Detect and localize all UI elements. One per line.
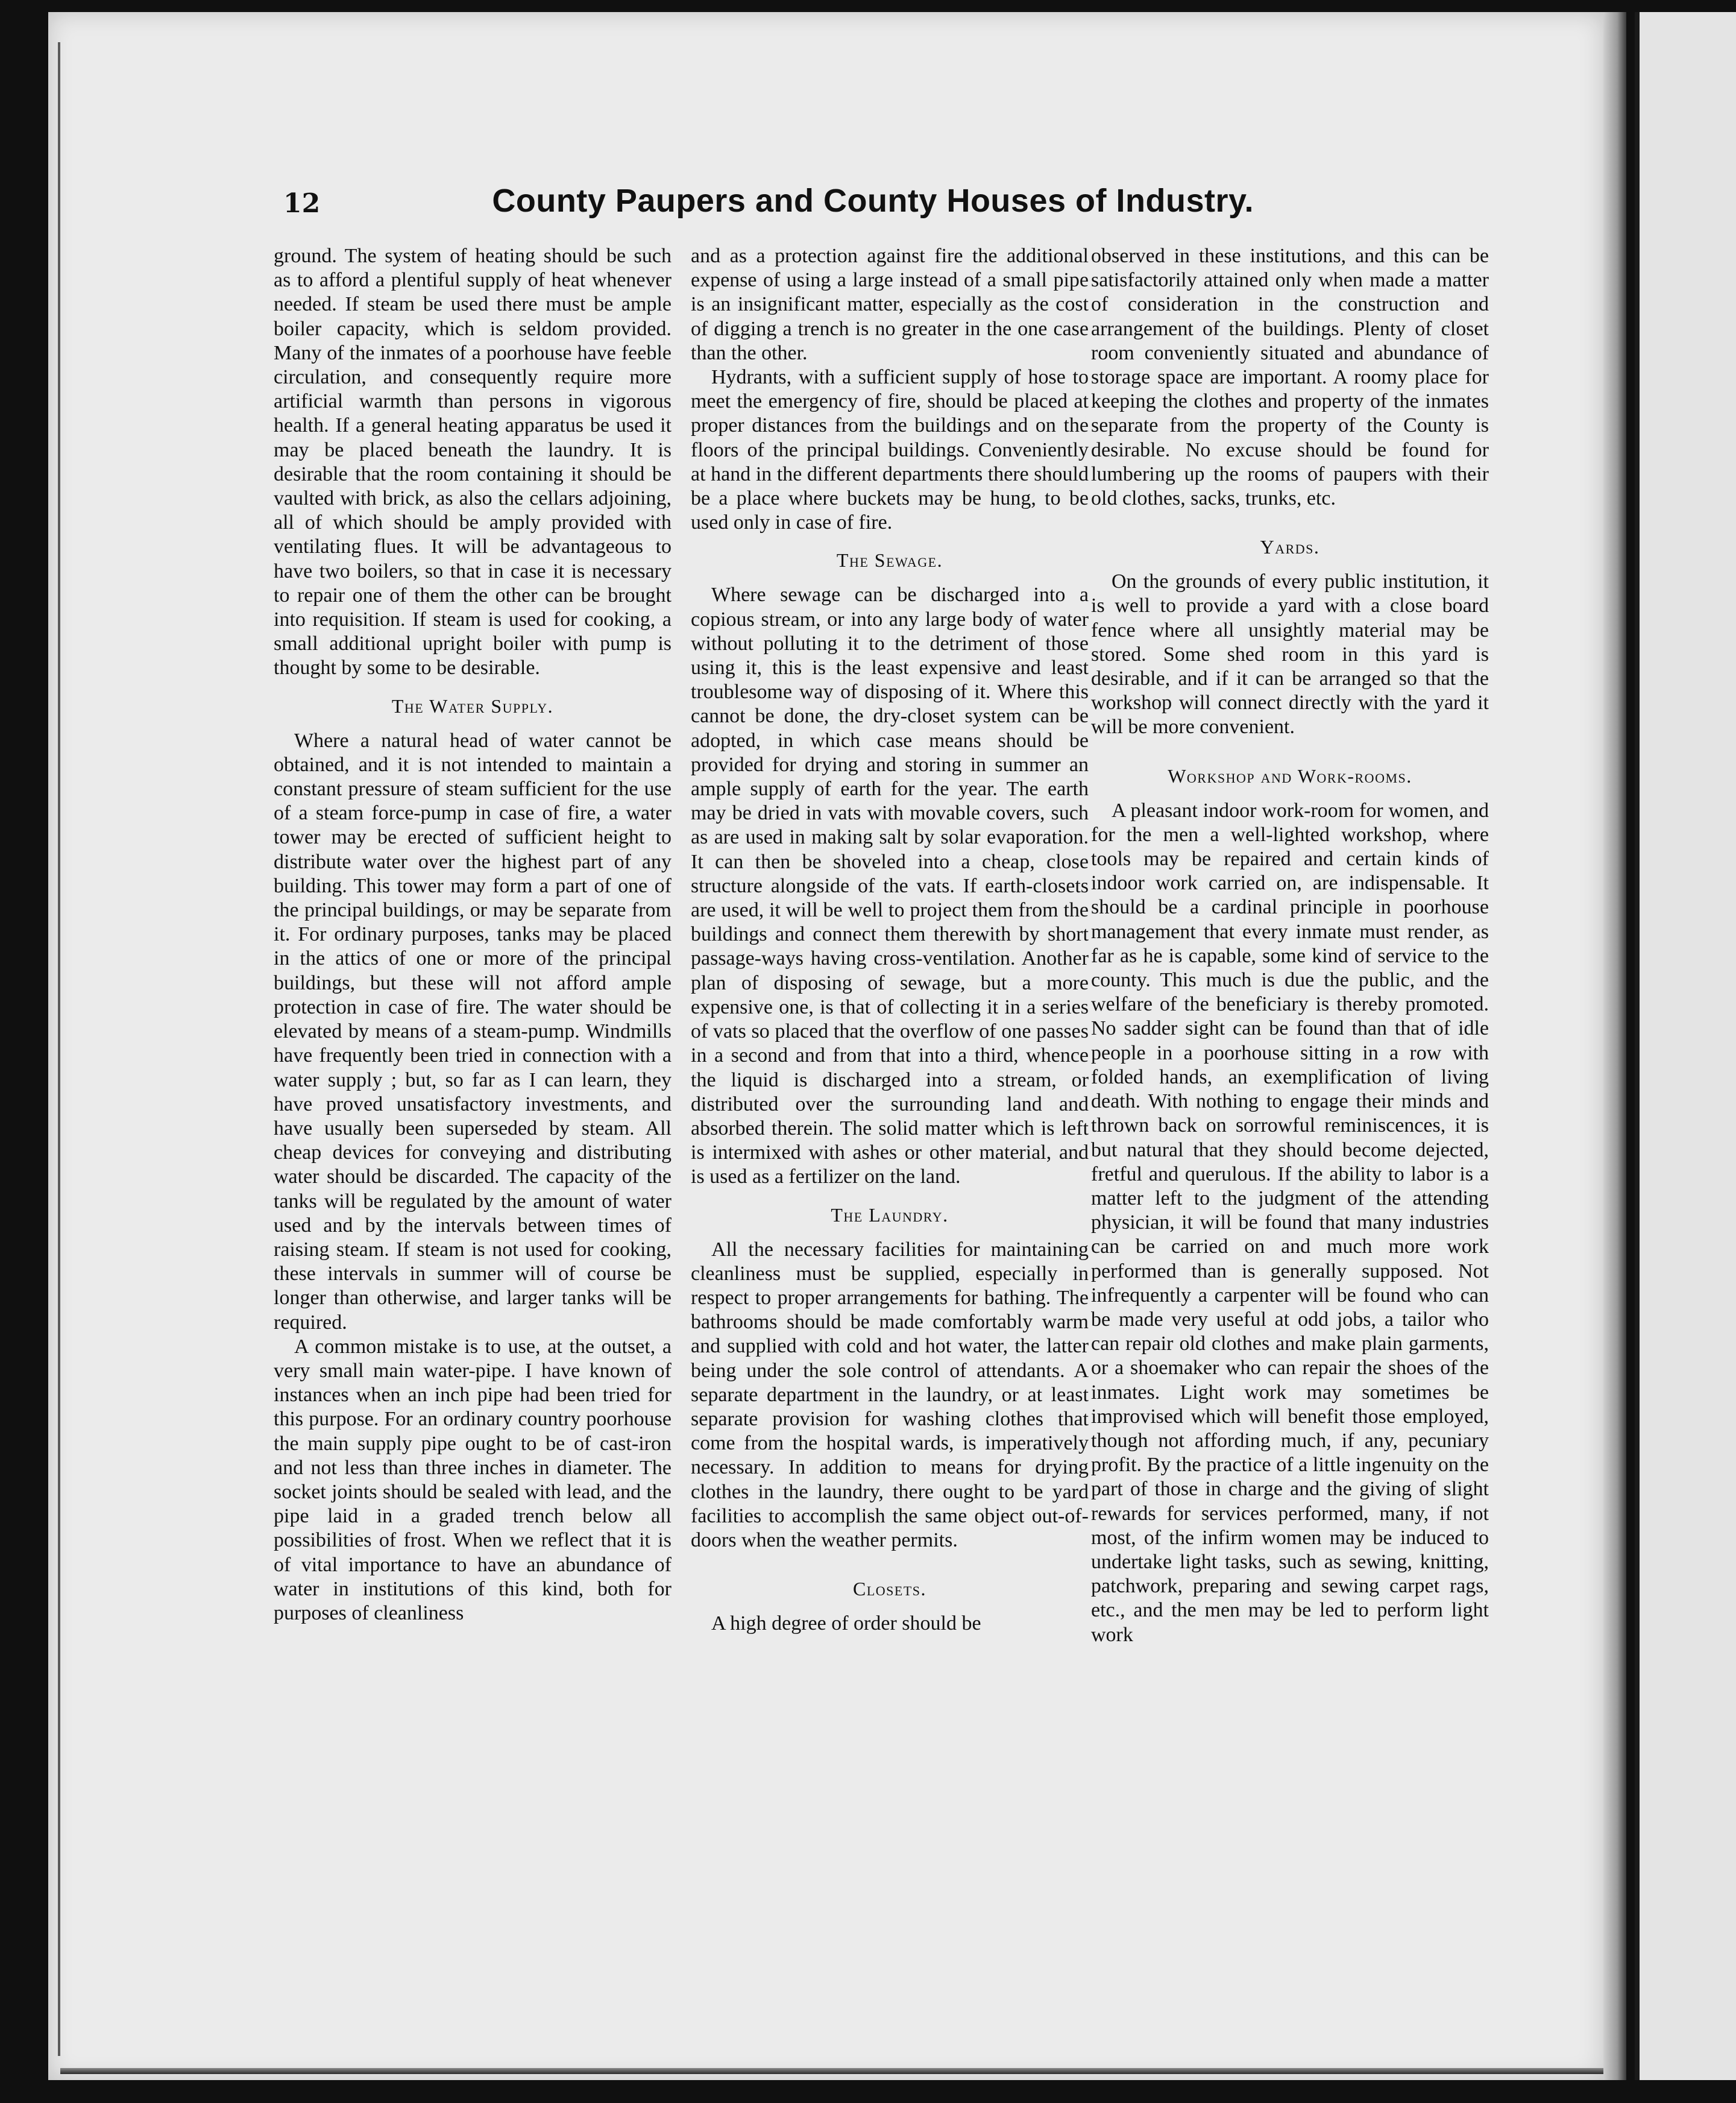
text-column-3 [1091,244,1489,1647]
section-heading: Workshop and Work-rooms. [1168,765,1412,787]
section-heading: Yards. [1260,536,1320,558]
body-paragraph: All the necessary facilities for maintaining cleanliness must be supplied, especially in respect to proper arrangements for bathing. The bathrooms should be made comfortably warm and supplied with cold and hot water, the latter being under the sole control of attendants. A separate department in the laundry, or at least separate provision for washing clothes that come from the hospital wards, is imperatively necessary. In addition to means for drying clothes in the laundry, there ought to be yard facilities to accomplish the same object out-of-doors when the weather permits. [691,1238,1089,1551]
body-paragraph: A common mistake is to use, at the outset, a very small main water-pipe. I have known of instances when an inch pipe had been tried for this purpose. For an ordinary country poorhouse the main supply pipe ought to be of cast-iron and not less than three inches in diameter. The socket joints should be sealed with lead, and the pipe laid in a graded trench below all possibilities of frost. When we reflect that it is of vital importance to have an abundance of water in institutions of this kind, both for purposes of cleanliness [274,1335,671,1624]
body-paragraph: Where a natural head of water cannot be obtained, and it is not intended to maintain a constant pressure of steam sufficient for the use of a steam force-pump in case of fire, a water tower may be erected of sufficient height to distribute water over the highest part of any building. This tower may form a part of one of the principal buildings, or may be separate from it. For ordinary purposes, tanks may be placed in the attics of one or more of the principal buildings, but these will not afford ample protection in case of fire. The water should be elevated by means of a steam-pump. Windmills have frequently been tried in connection with a water supply ; but, so far as I can learn, they have proved unsatisfactory investments, and have usually been superseded by steam. All cheap devices for conveying and distributing water should be discarded. The capacity of the tanks will be regulated by the amount of water used and by the intervals between times of raising steam. If steam is not used for cooking, these intervals in summer will of course be longer than otherwise, and larger tanks will be required. [274,729,671,1334]
body-paragraph: Where sewage can be discharged into a copious stream, or into any large body of water without polluting it to the detriment of those using it, this is the least expensive and least troublesome way of disposing of it. Where this cannot be done, the dry-closet system can be adopted, in which case means should be provided for drying and storing in summer an ample supply of earth for the year. The earth may be dried in vats with movable covers, such as are used in making salt by solar evaporation. It can then be shoveled into a cheap, close structure alongside of the vats. If earth-closets are used, it will be well to project them from the buildings and connect them therewith by short passage-ways having cross-ventilation. Another plan of disposing of sewage, but a more expensive one, is that of collecting it in a series of vats so placed that the overflow of one passes in a second and from that into a third, whence the liquid is discharged into a stream, or distributed over the surrounding land and absorbed therein. The solid matter which is left is intermixed with ashes or other material, and is used as a fertilizer on the land. [691,584,1089,1188]
body-paragraph: A pleasant indoor work-room for women, and for the men a well-lighted workshop, where tools may be repaired and certain kinds of indoor work carried on, are indispensable. It should be a cardinal principle in poorhouse management that every inmate must render, as far as he is capable, some kind of service to the county. This much is due the public, and the welfare of the beneficiary is thereby promoted. No sadder sight can be found than that of idle people in a poorhouse sitting in a row with folded hands, an exemplification of living death. With nothing to engage their minds and thrown back on sorrowful reminiscences, it is but natural that they should become dejected, fretful and querulous. If the ability to labor is a matter left to the judgment of the attending physician, it will be found that many industries can be carried on and much more work performed than is generally supposed. Not infrequently a carpenter will be found who can be made very useful at odd jobs, a tailor who can repair old clothes and make plain garments, or a shoemaker who can repair the shoes of the inmates. Light work may sometimes be improvised which will benefit those employed, though not affording much, if any, pecuniary profit. By the practice of a little ingenuity on the part of those in charge and the giving of slight rewards for services performed, many, if not most, of the infirm women may be induced to undertake light tasks, such as sewing, knitting, patchwork, preparing and sewing carpet rags, etc., and the men may be led to perform light work [1091,799,1489,1646]
body-paragraph: On the grounds of every public institution, it is well to provide a yard with a close board fence where all unsightly material may be stored. Some shed room in this yard is desirable, and if it can be arranged so that the workshop will connect directly with the yard it will be more convenient. [1091,570,1489,739]
text-column-2 [691,244,1089,1636]
text-column-1 [274,244,671,1625]
section-heading: The Laundry. [831,1203,949,1226]
bottom-edge-shadow [60,2068,1603,2074]
body-paragraph: and as a protection against fire the additional expense of using a large instead of a small pipe is an insignificant matter, especially as the cost of digging a trench is no greater in the one case than the other. [691,245,1089,364]
body-paragraph: ground. The system of heating should be such as to afford a plentiful supply of heat whenever needed. If steam be used there must be ample boiler capacity, which is seldom provided. Many of the inmates of a poorhouse have feeble circulation, and consequently require more artificial warmth than persons in vigorous health. If a general heating apparatus be used it may be placed beneath the laundry. It is desirable that the room containing it should be vaulted with brick, as also the cellars adjoining, all of which should be amply provided with ventilating flues. It will be advantageous to have two boilers, so that in case it is necessary to repair one of them the other can be brought into requisition. If steam is used for cooking, a small additional upright boiler with pump is thought by some to be desirable. [274,245,671,679]
body-paragraph: Hydrants, with a sufficient supply of hose to meet the emergency of fire, should be placed at proper distances from the buildings and on the floors of the principal buildings. Conveniently at hand in the different departments there should be a place where buckets may be hung, to be used only in case of fire. [691,366,1089,534]
left-margin-rule [58,42,60,2056]
adjacent-page-edge [1635,12,1736,2080]
page-header [283,178,1272,245]
page-gutter-shadow [1603,12,1626,2080]
page-number: 12 [283,188,321,219]
running-title: County Paupers and County Houses of Industry. [492,183,1254,219]
body-paragraph: A high degree of order should be [711,1612,981,1635]
section-heading: Closets. [852,1578,927,1600]
body-paragraph: observed in these institutions, and this can be satisfactorily attained only when made a matter of consideration in the construction and arrangement of the buildings. Plenty of closet room conveniently situated and abundance of storage space are important. A roomy place for keeping the clothes and property of the inmates separate from the property of the County is desirable. No excuse should be found for lumbering up the rooms of paupers with their old clothes, sacks, trunks, etc. [1091,245,1489,510]
section-heading: The Sewage. [836,549,943,572]
section-heading: The Water Supply. [391,695,554,717]
